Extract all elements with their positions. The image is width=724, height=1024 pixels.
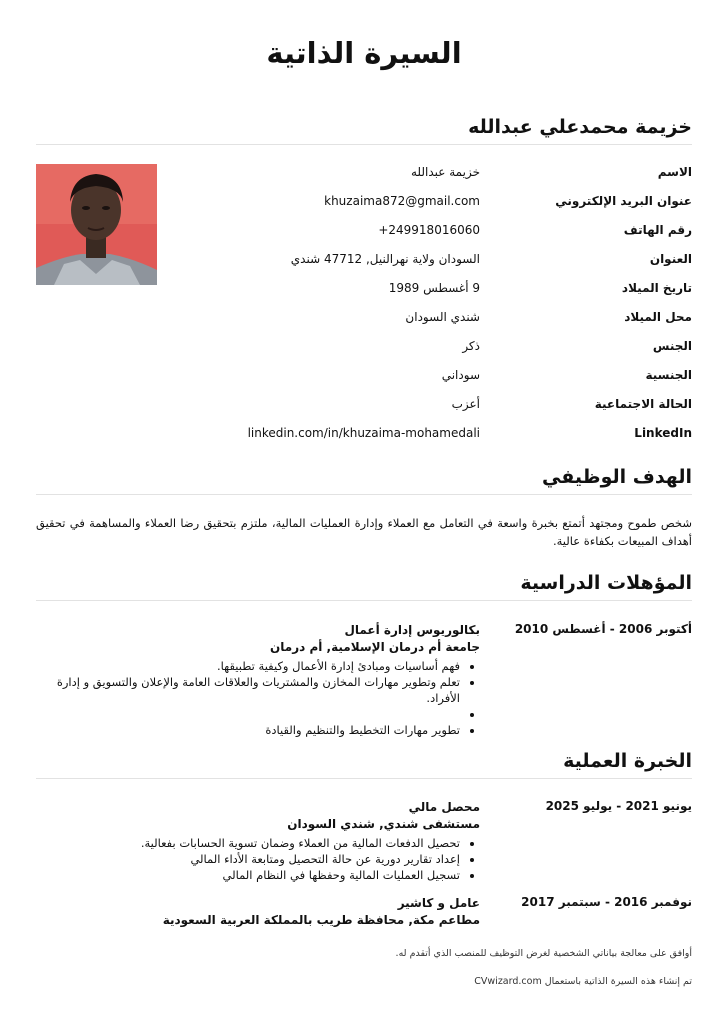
list-item: • تسجيل العمليات المالية وحفظها في النظام المالي: [36, 867, 460, 883]
list-item: • إعداد تقارير دورية عن حالة التحصيل ومتابعة الأداء المالي: [36, 851, 460, 867]
detail-label: LinkedIn: [634, 426, 692, 440]
objective-heading: الهدف الوظيفي: [36, 466, 692, 495]
education-heading: المؤهلات الدراسية: [36, 572, 692, 601]
education-bullets: [36, 658, 480, 738]
job-title: محصل مالي: [408, 800, 480, 814]
experience-entry-1: [36, 799, 480, 883]
detail-value: السودان ولاية نهرالنيل, 47712 شندي: [290, 252, 480, 266]
education-date: أكتوبر 2006 - أغسطس 2010: [514, 622, 692, 636]
experience-entry-2: [36, 895, 480, 929]
detail-value: خزيمة عبدالله: [410, 165, 480, 179]
experience-date-1: يونيو 2021 - يوليو 2025: [545, 799, 692, 813]
detail-label: محل الميلاد: [624, 310, 692, 324]
experience-bullets: [36, 835, 480, 883]
school-name: جامعة أم درمان الإسلامية, أم درمان: [270, 640, 480, 654]
detail-value: 9 أغسطس 1989: [388, 281, 480, 295]
degree-title: بكالوريوس إدارة أعمال: [344, 623, 480, 637]
page-title: السيرة الذاتية: [266, 36, 462, 70]
experience-date-2: نوفمبر 2016 - سبتمبر 2017: [521, 895, 692, 909]
employer-name: مطاعم مكة, محافظة طريب بالمملكة العربية السعودية: [162, 913, 480, 927]
detail-value: +249918016060: [378, 223, 480, 237]
generator-note: تم إنشاء هذه السيرة الذاتية باستعمال CVwizard.com: [474, 976, 692, 987]
detail-label: رقم الهاتف: [623, 223, 692, 237]
detail-value: linkedin.com/in/khuzaima-mohamedali: [247, 426, 480, 440]
profile-photo: [36, 164, 157, 285]
job-title: عامل و كاشير: [397, 896, 480, 910]
list-item: • تعلم وتطوير مهارات المخازن والمشتريات والعلاقات العامة والإعلان والتسويق و إدارة الأفراد.: [36, 674, 460, 706]
detail-value: ذكر: [462, 339, 480, 353]
detail-value: شندي السودان: [405, 310, 480, 324]
detail-value: أعزب: [451, 397, 480, 411]
detail-value: khuzaima872@gmail.com: [324, 194, 480, 208]
detail-label: عنوان البريد الإلكتروني: [555, 194, 692, 208]
objective-text: شخص طموح ومجتهد أتمتع بخبرة واسعة في التعامل مع العملاء وإدارة العمليات المالية، ملتزم بتحقيق رضا العملاء والمساهمة في تحقيق أهداف المبيعات بكفاءة عالية.: [36, 516, 692, 548]
consent-note: أوافق على معالجة بياناتي الشخصية لغرض التوظيف للمنصب الذي أتقدم له.: [395, 948, 692, 959]
detail-label: الجنس: [652, 339, 692, 353]
detail-row: [36, 310, 692, 330]
detail-label: الجنسية: [645, 368, 692, 382]
person-name-heading: خزيمة محمدعلي عبدالله: [36, 116, 692, 145]
avatar: [36, 164, 157, 285]
detail-row: [36, 426, 692, 446]
list-item: • تحصيل الدفعات المالية من العملاء وضمان تسوية الحسابات بفعالية.: [36, 835, 460, 851]
list-item: • تطوير مهارات التخطيط والتنظيم والقيادة: [36, 722, 460, 738]
employer-name: مستشفى شندي, شندي السودان: [287, 817, 480, 831]
list-item: [36, 706, 460, 722]
detail-row: [36, 339, 692, 359]
education-entry: [36, 622, 480, 738]
experience-heading: الخبرة العملية: [36, 750, 692, 779]
detail-label: تاريخ الميلاد: [621, 281, 692, 295]
detail-label: العنوان: [649, 252, 692, 266]
list-item: • فهم أساسيات ومبادئ إدارة الأعمال وكيفية تطبيقها.: [36, 658, 460, 674]
detail-value: سوداني: [441, 368, 480, 382]
detail-label: الاسم: [657, 165, 692, 179]
detail-row: [36, 368, 692, 388]
detail-label: الحالة الاجتماعية: [594, 397, 692, 411]
detail-row: [36, 397, 692, 417]
